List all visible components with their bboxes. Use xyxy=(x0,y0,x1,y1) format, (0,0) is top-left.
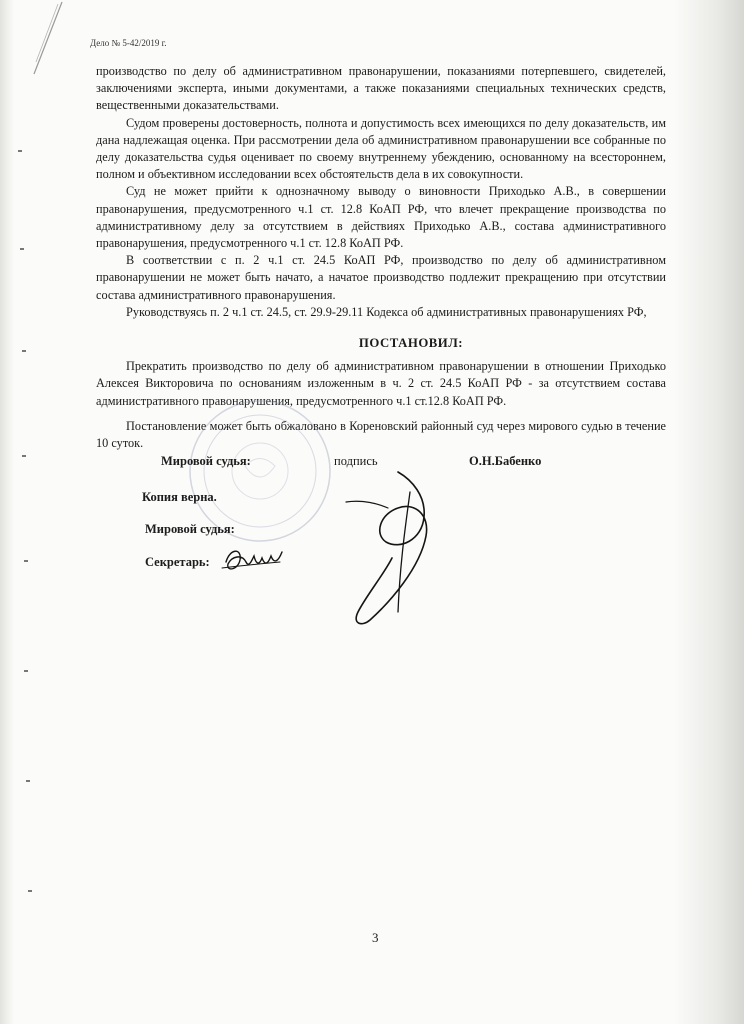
document-body xyxy=(96,63,666,452)
scan-shadow-left xyxy=(0,0,14,1024)
signature-word: подпись xyxy=(334,454,378,468)
secretary-label: Секретарь: xyxy=(145,555,210,569)
margin-mark xyxy=(28,890,32,892)
paragraph: В соответствии с п. 2 ч.1 ст. 24.5 КоАП РФ, производство по делу об административном правонарушении не может быть начато, а начатое производство подлежит прекращению при отсутствии состава административного правонарушения. xyxy=(96,253,666,302)
secretary-signature xyxy=(218,540,288,580)
judge-name: О.Н.Бабенко xyxy=(469,454,542,468)
paragraph: Суд не может прийти к однозначному выводу о виновности Приходько А.В., в совершении правонарушения, предусмотренного ч.1 ст. 12.8 КоАП РФ, что влечет прекращение производства по административному делу за отсутствием в действиях Приходько А.В., состава административного правонарушения, предусмотренного ч.1 ст. 12.8 КоАП РФ. xyxy=(96,184,666,251)
resolution-paragraph: Прекратить производство по делу об административном правонарушении в отношении Приходько Алексея Викторовича по основаниям изложенным в ч. 2 ст. 24.5 КоАП РФ - за отсутствием состава административного правонарушения, предусмотренного ч.1 ст.12.8 КоАП РФ. xyxy=(96,359,666,408)
margin-mark xyxy=(24,670,28,672)
resolution-paragraph: Постановление может быть обжаловано в Кореновский районный суд через мирового судью в течение 10 суток. xyxy=(96,418,666,451)
judge-label-2: Мировой судья: xyxy=(145,522,235,536)
case-number: Дело № 5-42/2019 г. xyxy=(90,38,167,48)
margin-mark xyxy=(22,350,26,352)
scan-shadow-right xyxy=(674,0,744,1024)
margin-mark xyxy=(24,560,28,562)
page-number: 3 xyxy=(372,930,379,945)
copy-true-label: Копия верна. xyxy=(142,490,217,504)
margin-mark xyxy=(20,248,24,250)
margin-mark xyxy=(22,455,26,457)
resolution-heading: ПОСТАНОВИЛ: xyxy=(358,336,464,351)
paragraph: производство по делу об административном правонарушении, показаниями потерпевшего, свидетелей, заключениями эксперта, иными документами, а также показаниями специальных технических средств, вещественными доказательствами. xyxy=(96,64,666,113)
judge-signature xyxy=(340,462,450,632)
judge-label: Мировой судья: xyxy=(161,454,251,468)
pencil-mark xyxy=(28,0,68,80)
paragraph: Судом проверены достоверность, полнота и допустимость всех имеющихся по делу доказательств, им дана надлежащая оценка. При рассмотрении дела об административном правонарушении все собранные по делу доказательства судья оценивает по своему внутреннему убеждению, основанному на всестороннем, полном и объективном исследовании всех обстоятельств дела в их совокупности. xyxy=(96,115,666,182)
margin-mark xyxy=(18,150,22,152)
margin-mark xyxy=(26,780,30,782)
paragraph: Руководствуясь п. 2 ч.1 ст. 24.5, ст. 29.9-29.11 Кодекса об административных правонарушениях РФ, xyxy=(126,304,647,319)
